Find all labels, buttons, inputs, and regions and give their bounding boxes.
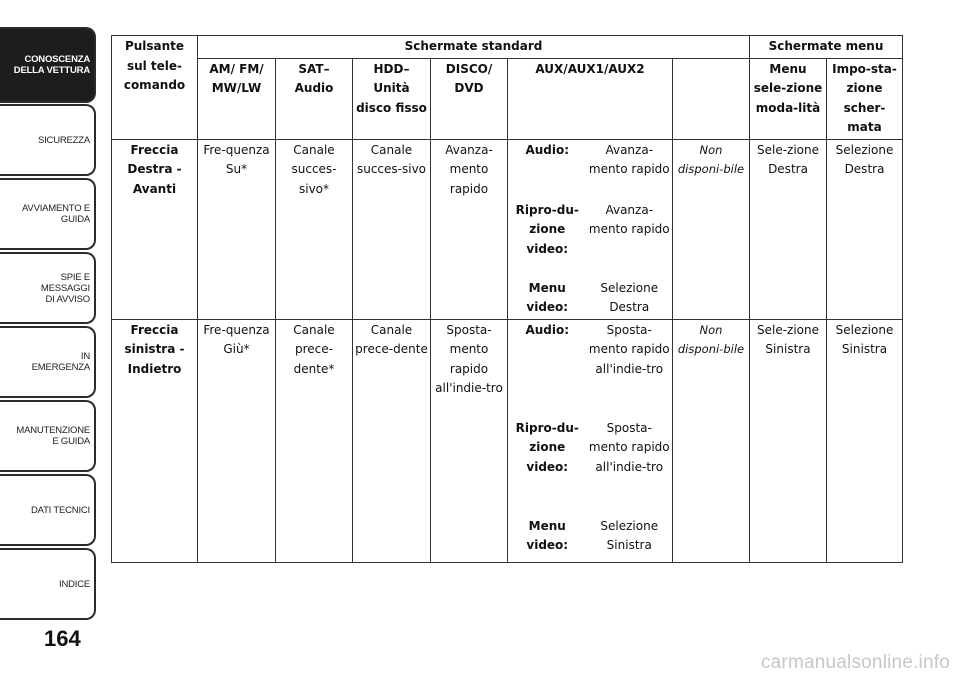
am-fm-cell: Fre-quenza Su* [198, 139, 276, 319]
hdd-cell: Canale prece-dente [353, 319, 431, 562]
disc-cell: Sposta-mento rapido all'indie-tro [431, 319, 508, 562]
button-cell: Freccia Destra - Avanti [112, 139, 198, 319]
tab-sicurezza[interactable] [0, 104, 96, 176]
page-number: 164 [44, 626, 81, 651]
aux-value-riproduzione: Sposta-mento rapido all'indie-tro [588, 420, 670, 474]
aux-label-menu: Menu video: [526, 518, 569, 552]
tab-label: SPIE E MESSAGGI DI AVVISO [40, 271, 90, 305]
am-fm-cell: Fre-quenza Giù* [198, 319, 276, 562]
disc-cell: Avanza-mento rapido [431, 139, 508, 319]
menu-selezione-cell: Sele-zione Destra [750, 139, 827, 319]
aux-label-audio: Audio: [525, 322, 570, 337]
header-pulsante: Pulsante sul tele-comando [112, 36, 198, 140]
aux-value-riproduzione: Avanza-mento rapido [588, 202, 670, 236]
sat-cell: Canale prece-dente* [276, 319, 353, 562]
aux-label-audio: Audio: [525, 142, 570, 157]
aux-value-audio: Avanza-mento rapido [588, 142, 670, 176]
tab-label: AVVIAMENTO E GUIDA [22, 203, 90, 225]
aux-value-menu: Selezione Destra [600, 280, 659, 314]
impostazione-cell: Selezione Destra [827, 139, 903, 319]
header-sat-audio: SAT– Audio [276, 58, 353, 139]
sat-cell: Canale succes-sivo* [276, 139, 353, 319]
header-hdd: HDD– Unità disco fisso [353, 58, 431, 139]
tab-conoscenza-vettura[interactable] [0, 27, 96, 103]
not-available-cell: Non disponi-bile [673, 319, 750, 562]
header-menu-selezione: Menu sele-zione moda-lità [750, 58, 827, 139]
header-empty [673, 58, 750, 139]
tab-label: INDICE [59, 578, 90, 590]
aux-value-audio: Sposta-mento rapido all'indie-tro [588, 322, 670, 376]
tab-emergenza[interactable] [0, 326, 96, 398]
header-row-1 [112, 36, 903, 59]
header-row-2 [112, 58, 903, 139]
tab-indice[interactable] [0, 548, 96, 620]
tab-manutenzione[interactable] [0, 400, 96, 472]
tab-avviamento-guida[interactable] [0, 178, 96, 250]
aux-label-riproduzione: Ripro-du-zione video: [515, 202, 579, 256]
header-standard: Schermate standard [198, 36, 750, 59]
tab-label: CONOSCENZA DELLA VETTURA [13, 54, 90, 76]
aux-label-riproduzione: Ripro-du-zione video: [515, 420, 579, 474]
header-aux: AUX/AUX1/AUX2 [508, 58, 673, 139]
hdd-cell: Canale succes-sivo [353, 139, 431, 319]
header-menu: Schermate menu [750, 36, 903, 59]
tab-label: SICUREZZA [37, 134, 90, 146]
header-am-fm: AM/ FM/ MW/LW [198, 58, 276, 139]
aux-labels-cell [508, 139, 587, 319]
aux-label-menu: Menu video: [526, 280, 569, 314]
table-row [112, 319, 903, 562]
aux-values-cell [587, 139, 673, 319]
watermark: carmanualsonline.info [760, 652, 950, 673]
aux-value-menu: Selezione Sinistra [600, 518, 659, 552]
not-available-cell: Non disponi-bile [673, 139, 750, 319]
tab-dati-tecnici[interactable] [0, 474, 96, 546]
impostazione-cell: Selezione Sinistra [827, 319, 903, 562]
aux-labels-cell [508, 319, 587, 562]
tab-label: MANUTENZIONE E GUIDA [16, 425, 90, 447]
menu-selezione-cell: Sele-zione Sinistra [750, 319, 827, 562]
header-disco-dvd: DISCO/ DVD [431, 58, 508, 139]
aux-values-cell [587, 319, 673, 562]
tab-spie-messaggi[interactable] [0, 252, 96, 324]
tab-label: DATI TECNICI [30, 504, 90, 516]
controls-table [111, 35, 903, 563]
header-impostazione: Impo-sta-zione scher-mata [827, 58, 903, 139]
button-cell: Freccia sinistra - Indietro [112, 319, 198, 562]
tab-label: IN EMERGENZA [31, 351, 90, 373]
table-row [112, 139, 903, 319]
